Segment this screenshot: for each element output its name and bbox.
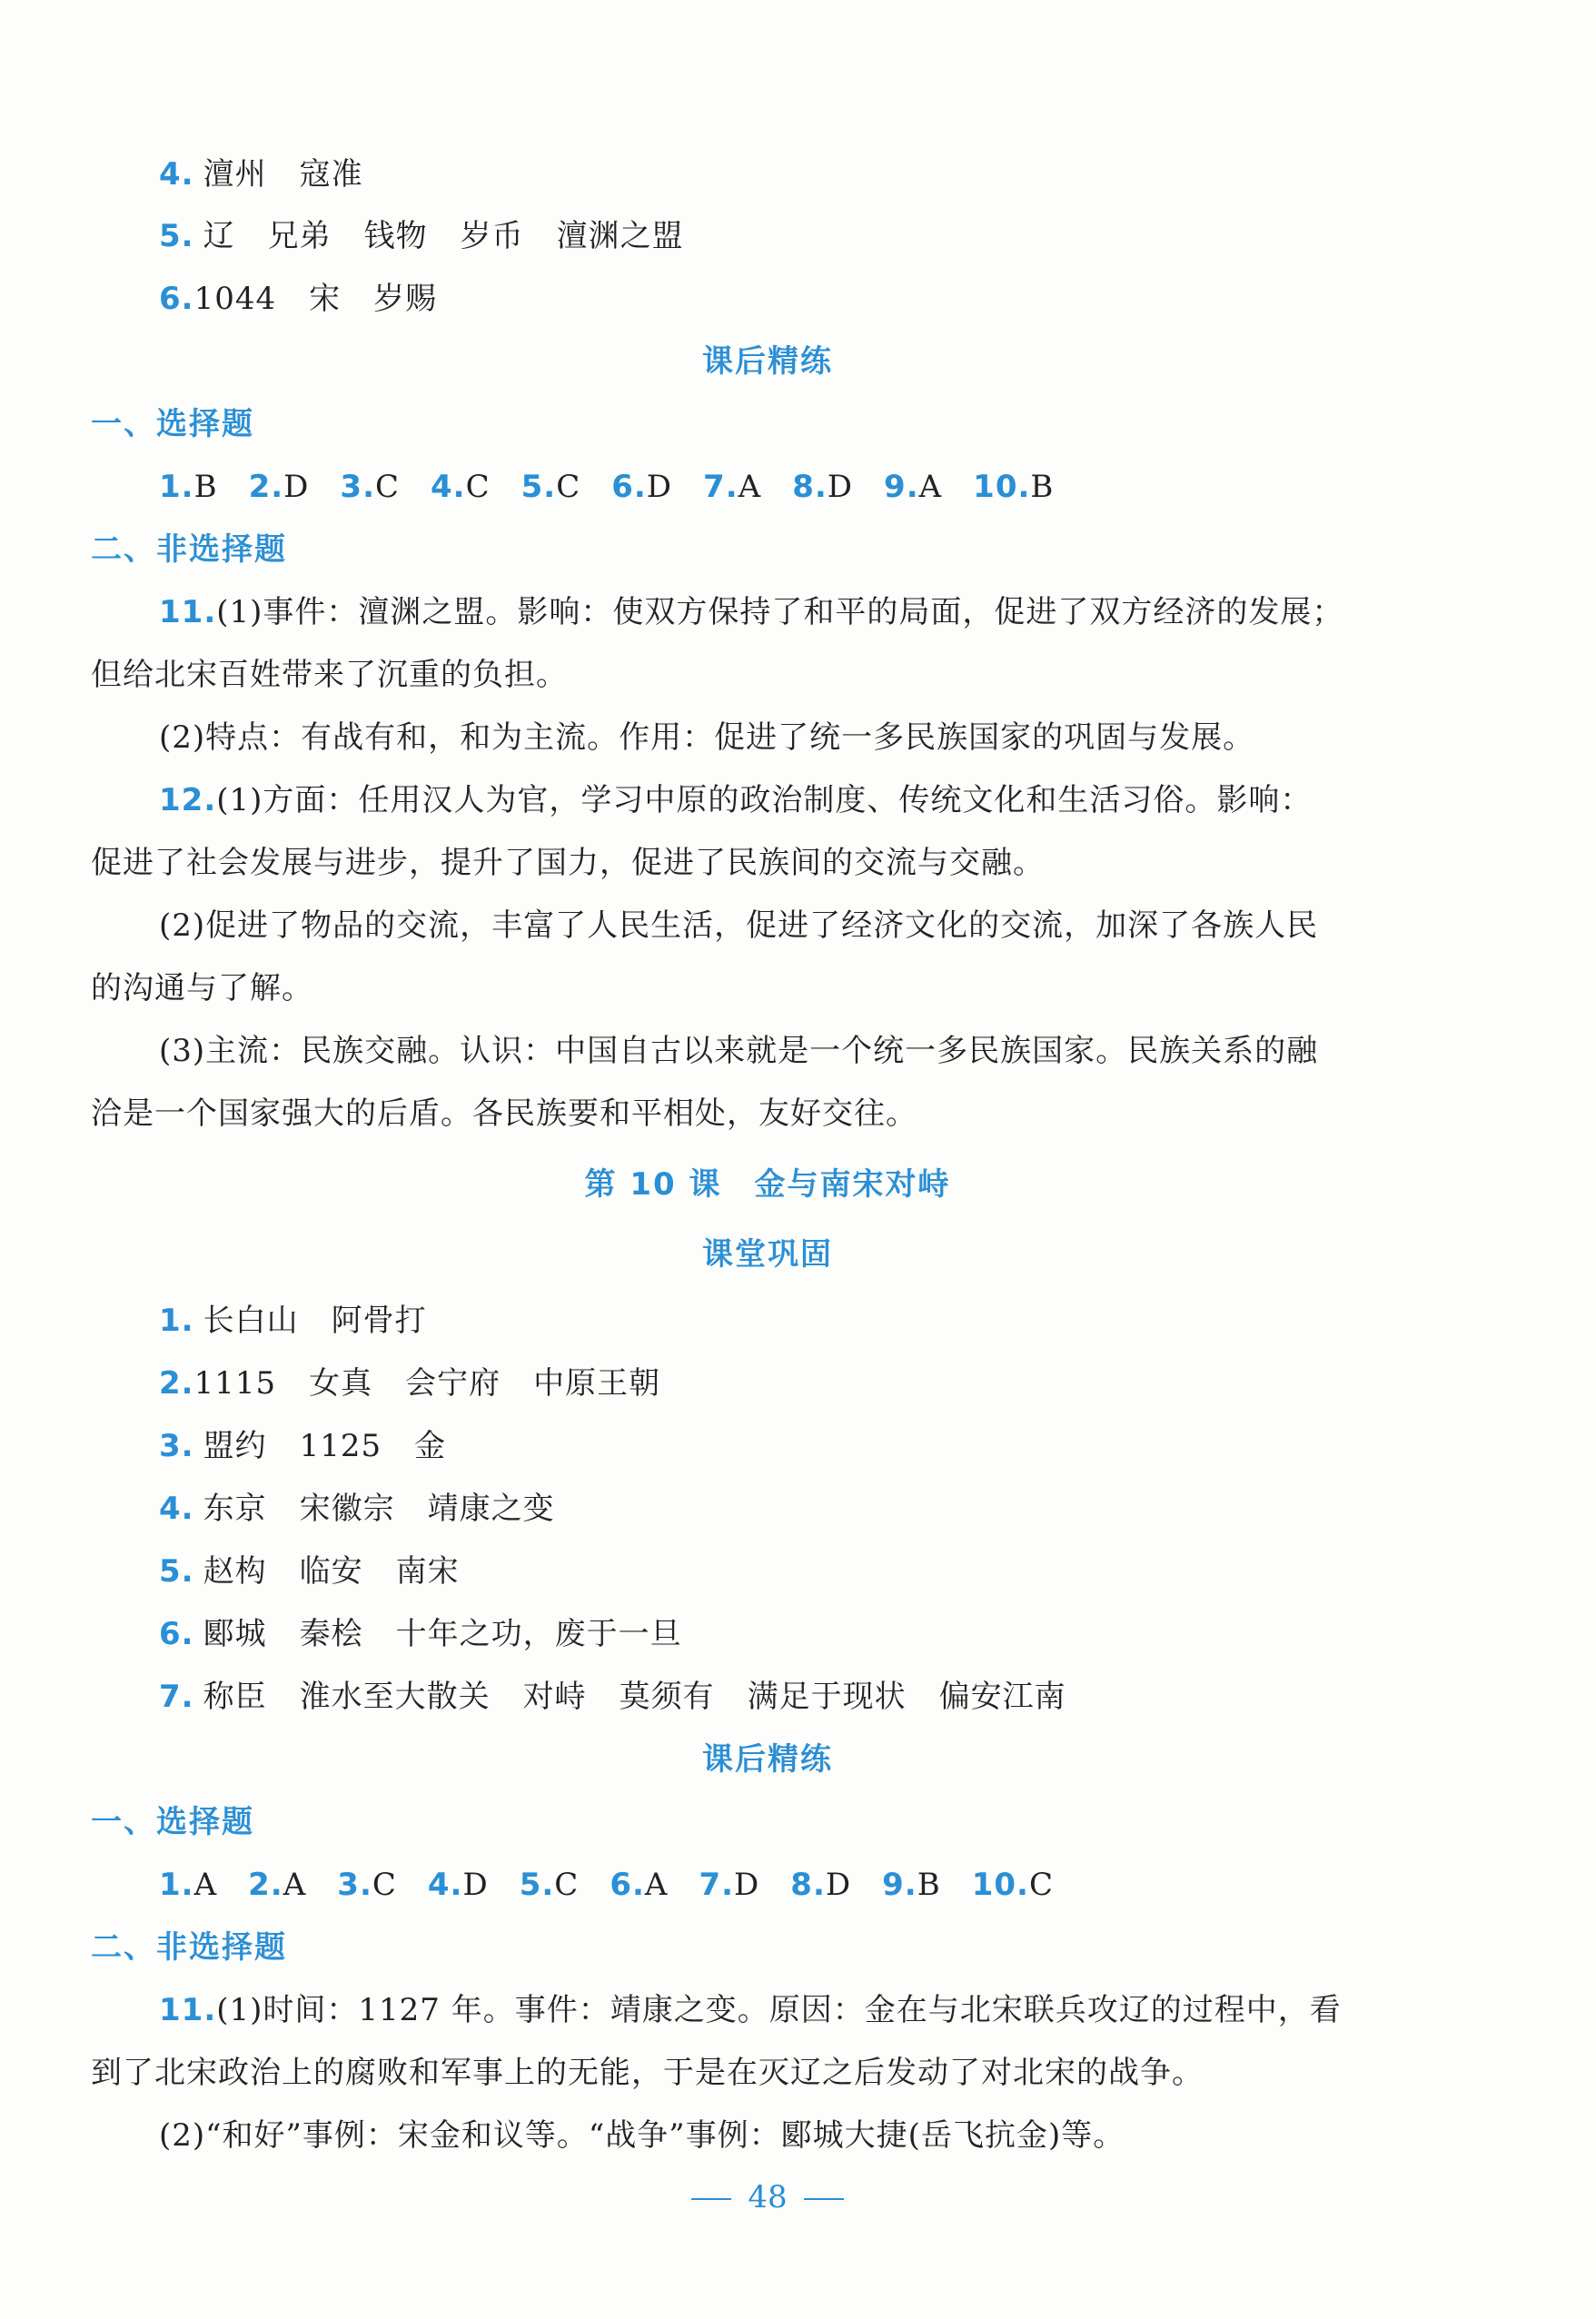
footer-dash-left xyxy=(691,2198,731,2200)
mc-answer: 9.A xyxy=(884,469,943,505)
mc-answer: 5.C xyxy=(519,1867,580,1903)
mc-answer: 8.D xyxy=(792,469,854,505)
mc-answer: 8.D xyxy=(790,1867,852,1903)
list-item: 1. 长白山 阿骨打 xyxy=(159,1303,427,1339)
list-item: 4. 东京 宋徽宗 靖康之变 xyxy=(159,1491,555,1527)
nonmc-heading: 二、非选择题 xyxy=(91,531,287,568)
mc-answer: 7.D xyxy=(699,1867,760,1903)
mc-answer: 4.D xyxy=(427,1867,489,1903)
mc-answer: 2.A xyxy=(248,1867,307,1903)
mc-answer: 4.C xyxy=(431,469,491,505)
mc-answer: 5.C xyxy=(520,469,581,505)
mc-answer: 7.A xyxy=(703,469,762,505)
mc-answers xyxy=(159,465,1054,509)
page-footer xyxy=(0,2175,1535,2219)
answer-line: 11.(1)时间：1127 年。事件：靖康之变。原因：金在与北宋联兵攻辽的过程中，看 xyxy=(159,1992,1342,2028)
answer-line: 的沟通与了解。 xyxy=(91,970,313,1006)
section-title: 课后精练 xyxy=(702,343,833,380)
list-item: 5. 赵构 临安 南宋 xyxy=(159,1553,460,1590)
section-title: 课堂巩固 xyxy=(702,1236,833,1273)
mc-answer: 10.B xyxy=(973,469,1055,505)
answer-line: (2)“和好”事例：宋金和议等。“战争”事例：郾城大捷(岳飞抗金)等。 xyxy=(159,2117,1125,2154)
answer-line: (2)促进了物品的交流，丰富了人民生活，促进了经济文化的交流，加深了各族人民 xyxy=(159,907,1319,944)
list-item: 4. 澶州 寇准 xyxy=(159,156,363,193)
answer-line: 到了北宋政治上的腐败和军事上的无能，于是在灭辽之后发动了对北宋的战争。 xyxy=(91,2055,1204,2091)
mc-answer: 6.A xyxy=(610,1867,669,1903)
answer-line: 洽是一个国家强大的后盾。各民族要和平相处，友好交往。 xyxy=(91,1095,917,1132)
answer-line: 促进了社会发展与进步，提升了国力，促进了民族间的交流与交融。 xyxy=(91,845,1045,881)
list-item: 7. 称臣 淮水至大散关 对峙 莫须有 满足于现状 偏安江南 xyxy=(159,1679,1066,1715)
list-item: 5. 辽 兄弟 钱物 岁币 澶渊之盟 xyxy=(159,218,684,254)
mc-heading: 一、选择题 xyxy=(91,1804,254,1840)
mc-heading: 一、选择题 xyxy=(91,406,254,442)
mc-answer: 6.D xyxy=(611,469,673,505)
answer-line: 但给北宋百姓带来了沉重的负担。 xyxy=(91,657,568,693)
list-item: 6.1044 宋 岁赐 xyxy=(159,281,438,317)
mc-answer: 1.B xyxy=(159,469,218,505)
mc-answer: 9.B xyxy=(882,1867,941,1903)
list-item: 6. 郾城 秦桧 十年之功，废于一旦 xyxy=(159,1616,682,1652)
mc-answers xyxy=(159,1863,1054,1907)
answer-line: 12.(1)方面：任用汉人为官，学习中原的政治制度、传统文化和生活习俗。影响： xyxy=(159,782,1313,818)
section-title: 课后精练 xyxy=(702,1741,833,1778)
nonmc-heading: 二、非选择题 xyxy=(91,1929,287,1966)
list-item: 2.1115 女真 会宁府 中原王朝 xyxy=(159,1365,661,1402)
mc-answer: 3.C xyxy=(340,469,401,505)
mc-answer: 10.C xyxy=(971,1867,1054,1903)
answer-line: (3)主流：民族交融。认识：中国自古以来就是一个统一多民族国家。民族关系的融 xyxy=(159,1033,1319,1069)
answer-line: (2)特点：有战有和，和为主流。作用：促进了统一多民族国家的巩固与发展。 xyxy=(159,719,1255,756)
mc-answer: 2.D xyxy=(248,469,310,505)
mc-answer: 1.A xyxy=(159,1867,218,1903)
list-item: 3. 盟约 1125 金 xyxy=(159,1428,447,1464)
answer-line: 11.(1)事件：澶渊之盟。影响：使双方保持了和平的局面，促进了双方经济的发展； xyxy=(159,594,1344,630)
mc-answer: 3.C xyxy=(337,1867,397,1903)
lesson-title: 第 10 课 金与南宋对峙 xyxy=(584,1166,951,1203)
footer-dash-right xyxy=(804,2198,844,2200)
page-number: 48 xyxy=(748,2179,788,2215)
